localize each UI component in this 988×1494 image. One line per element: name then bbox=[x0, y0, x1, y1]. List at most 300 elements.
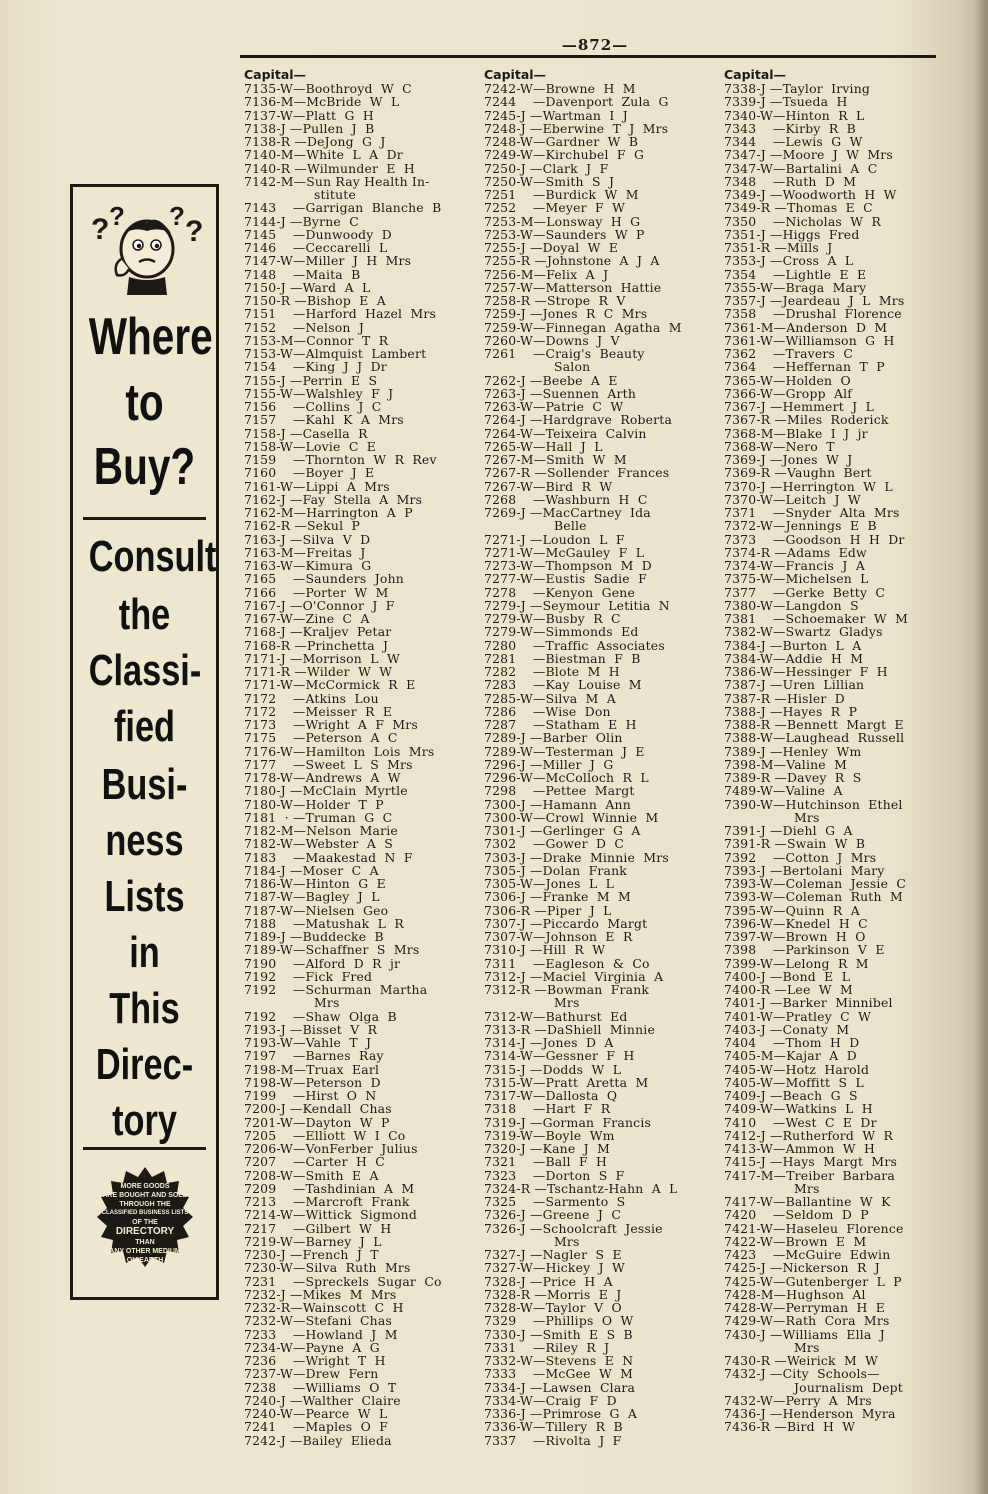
listing-entry: 7373 —Goodson H H Dr bbox=[724, 531, 905, 547]
listing-entry: 7253-M—Lonsway H G bbox=[484, 213, 641, 229]
listing-entry: 7338-J —Taylor Irving bbox=[724, 81, 871, 96]
listing-entry: 7262-J —Beebe A E bbox=[484, 372, 618, 388]
seal-text: ON EARTH bbox=[126, 1257, 164, 1264]
listing-entry: 7298 —Pettee Margt bbox=[484, 783, 635, 799]
listing-entry: 7436-J —Henderson Myra bbox=[724, 1406, 896, 1421]
listing-entry: 7180-J —McClain Myrtle bbox=[244, 783, 408, 799]
listing-entry: 7430-J —Williams Ella J bbox=[724, 1326, 885, 1342]
listing-entry: 7343 —Kirby R B bbox=[724, 120, 856, 136]
listing-entry-continuation: Belle bbox=[554, 518, 587, 534]
listing-entry: 7192 —Fick Fred bbox=[244, 968, 373, 984]
listing-entry: 7393-W—Coleman Ruth M bbox=[724, 889, 903, 905]
listing-entry: 7334-J —Lawsen Clara bbox=[484, 1379, 636, 1395]
listing-entry: 7311 —Eagleson & Co bbox=[484, 955, 650, 971]
listing-entry: 7281 —Biestman F B bbox=[484, 650, 641, 666]
listing-entry: 7384-J —Burton L A bbox=[724, 637, 862, 653]
listing-entry: 7198-M—Truax Earl bbox=[244, 1061, 380, 1077]
listing-entry: 7333 —McGee W M bbox=[484, 1366, 634, 1382]
classified-ad-box bbox=[70, 184, 219, 1300]
listing-entry: 7367-J —Hemmert J L bbox=[724, 399, 875, 414]
seal-text: DIRECTORY bbox=[115, 1226, 175, 1237]
listing-entry: 7142-M—Sun Ray Health In- bbox=[244, 173, 430, 189]
listing-entry: 7393-J —Bertolani Mary bbox=[724, 862, 885, 878]
listing-entry: 7153-W—Almquist Lambert bbox=[244, 346, 427, 361]
listing-entry: 7162-M—Harrington A P bbox=[244, 505, 413, 520]
listing-entry: 7289-J —Barber Olin bbox=[484, 730, 623, 746]
listing-entry: 7300-W—Crowl Winnie M bbox=[484, 809, 659, 825]
listing-entry: 7155-J —Perrin E S bbox=[244, 372, 378, 388]
ad-body-line: tory bbox=[112, 1096, 177, 1145]
listing-entry: 7370-J —Herrington W L bbox=[724, 478, 893, 494]
column-header: Capital— bbox=[244, 67, 307, 82]
listing-entry: 7371 —Snyder Alta Mrs bbox=[724, 505, 900, 520]
listing-entry: 7171-W—McCormick R E bbox=[244, 677, 416, 693]
listing-entry: 7219-W—Barney J L bbox=[244, 1233, 382, 1249]
listing-entry: 7319-J —Gorman Francis bbox=[484, 1114, 652, 1130]
listing-entry: 7404 —Thom H D bbox=[724, 1035, 860, 1050]
listing-entry: 7289-W—Testerman J E bbox=[484, 743, 645, 759]
listing-entry: 7162-J —Fay Stella A Mrs bbox=[244, 491, 423, 507]
listing-entry: 7242-W—Browne H M bbox=[484, 81, 636, 96]
listing-entry: 7351-J —Higgs Fred bbox=[724, 226, 860, 242]
listing-entry: 7184-J —Moser C A bbox=[244, 862, 379, 878]
listing-entry: 7192 —Schurman Martha bbox=[244, 982, 428, 997]
listing-entry-continuation: Mrs bbox=[794, 1180, 820, 1196]
listing-entry: 7154 —King J J Dr bbox=[244, 359, 387, 375]
listing-entry: 7300-J —Hamann Ann bbox=[484, 796, 631, 812]
listing-entry: 7417-M—Treiber Barbara bbox=[724, 1167, 895, 1183]
listing-entry: 7248-W—Gardner W B bbox=[484, 134, 639, 149]
listing-entry: 7428-M—Hughson Al bbox=[724, 1286, 866, 1302]
listing-entry: 7231 —Spreckels Sugar Co bbox=[244, 1273, 442, 1289]
listing-entry: 7328-W—Taylor V O bbox=[484, 1300, 622, 1315]
listing-entry: 7232-R—Wainscott C H bbox=[244, 1300, 404, 1315]
listing-entry: 7180-W—Holder T P bbox=[244, 796, 384, 812]
ad-headline-line: Buy? bbox=[93, 438, 196, 496]
listing-entry: 7334-W—Craig F D bbox=[484, 1392, 617, 1408]
listing-entry: 7436-R —Bird H W bbox=[724, 1419, 856, 1435]
listing-entry: 7283 —Kay Louise M bbox=[484, 677, 642, 693]
listing-entry-continuation: Mrs bbox=[794, 809, 820, 825]
listing-entry: 7412-J —Rutherford W R bbox=[724, 1127, 894, 1143]
listing-entry: 7387-J —Uren Lillian bbox=[724, 677, 865, 693]
ad-body-line: Consult bbox=[88, 532, 217, 581]
listing-entry: 7145 —Dunwoody D bbox=[244, 226, 392, 242]
listing-entry: 7307-W—Johnson E R bbox=[484, 929, 633, 944]
listing-entry: 7409-J —Beach G S bbox=[724, 1088, 858, 1103]
seal-text: ARE BOUGHT AND SOLD bbox=[102, 1192, 188, 1199]
listing-entry: 7251 —Burdick W M bbox=[484, 187, 639, 202]
listing-entry: 7136-M—McBride W L bbox=[244, 94, 400, 110]
listing-entry: 7271-J —Loudon L F bbox=[484, 531, 625, 547]
listing-entry: 7377 —Gerke Betty C bbox=[724, 584, 886, 600]
listing-entry: 7279-W—Simmonds Ed bbox=[484, 624, 639, 640]
listing-entry: 7361-M—Anderson D M bbox=[724, 319, 888, 335]
listing-entry: 7197 —Barnes Ray bbox=[244, 1048, 384, 1064]
listing-entry: 7358 —Drushal Florence bbox=[724, 306, 902, 322]
listing-entry: 7258-R —Strope R V bbox=[484, 293, 626, 308]
listing-entry: 7361-W—Williamson G H bbox=[724, 332, 895, 348]
listing-entry: 7401-W—Pratley C W bbox=[724, 1008, 872, 1024]
listing-entry: 7188 —Matushak L R bbox=[244, 915, 404, 931]
listing-entry: 7355-W—Braga Mary bbox=[724, 279, 867, 295]
listing-entry: 7182-M—Nelson Marie bbox=[244, 823, 398, 838]
listing-entry: 7395-W—Quinn R A bbox=[724, 902, 860, 918]
listing-entry: 7422-W—Brown E M bbox=[724, 1233, 867, 1249]
listing-entry: 7232-J —Mikes M Mrs bbox=[244, 1286, 397, 1302]
seal-text: THROUGH THE bbox=[119, 1201, 171, 1208]
svg-text:?: ? bbox=[109, 201, 125, 231]
listing-entry: 7353-J —Cross A L bbox=[724, 253, 854, 269]
listing-entry: 7265-W—Hall J L bbox=[484, 438, 603, 454]
listing-entry: 7255-J —Doyal W E bbox=[484, 240, 619, 255]
listing-entry: 7267-R —Sollender Frances bbox=[484, 465, 670, 481]
listing-entry: 7199 —Hirst O N bbox=[244, 1088, 377, 1103]
listing-entry-continuation: Mrs bbox=[794, 1339, 820, 1355]
listing-entry-continuation: stitute bbox=[314, 187, 356, 202]
ad-headline-line: Where bbox=[88, 308, 213, 366]
listing-entry: 7198-W—Peterson D bbox=[244, 1074, 381, 1090]
listing-entry: 7171-R —Wilder W W bbox=[244, 664, 393, 679]
listing-entry: 7303-J —Drake Minnie Mrs bbox=[484, 849, 669, 865]
listing-entry: 7167-W—Zine C A bbox=[244, 611, 370, 626]
listing-entry: 7421-W—Haseleu Florence bbox=[724, 1220, 904, 1236]
listing-entry: 7368-M—Blake I J jr bbox=[724, 425, 868, 441]
listing-entry: 7410 —West C E Dr bbox=[724, 1114, 877, 1130]
listing-entry: 7337 —Rivolta J F bbox=[484, 1432, 622, 1448]
listing-entry: 7364 —Heffernan T P bbox=[724, 359, 885, 375]
column-header: Capital— bbox=[724, 67, 787, 82]
ad-divider bbox=[83, 1147, 206, 1150]
listing-entry: 7147-W—Miller J H Mrs bbox=[244, 253, 412, 269]
listing-entry: 7143 —Garrigan Blanche B bbox=[244, 200, 442, 216]
listing-entry: 7326-J —Greene J C bbox=[484, 1207, 622, 1223]
listing-entry: 7137-W—Platt G H bbox=[244, 107, 374, 123]
listing-entry: 7369-J —Jones W J bbox=[724, 452, 853, 467]
puzzled-boy-icon bbox=[87, 199, 207, 295]
listing-entry: 7163-W—Kimura G bbox=[244, 558, 372, 573]
listing-entry: 7368-W—Nero T bbox=[724, 438, 835, 454]
listing-entry: 7336-J —Primrose G A bbox=[484, 1406, 638, 1421]
listing-entry: 7259-W—Finnegan Agatha M bbox=[484, 319, 682, 335]
listing-entry: 7429-W—Rath Cora Mrs bbox=[724, 1313, 890, 1329]
listing-entry: 7263-W—Patrie C W bbox=[484, 399, 624, 414]
listing-entry: 7237-W—Drew Fern bbox=[244, 1366, 379, 1382]
listing-entry: 7146 —Ceccarelli L bbox=[244, 240, 388, 255]
listing-entry: 7214-W—Wittick Sigmond bbox=[244, 1207, 417, 1223]
listing-entry: 7400-J —Bond E L bbox=[724, 968, 851, 984]
listing-entry: 7190 —Alford D R jr bbox=[244, 955, 401, 971]
listing-entry: 7158-J —Casella R bbox=[244, 425, 368, 441]
listing-entry: 7425-J —Nickerson R J bbox=[724, 1260, 880, 1276]
listing-entry: 7242-J —Bailey Elieda bbox=[244, 1432, 392, 1448]
listing-entry: 7186-W—Hinton G E bbox=[244, 876, 386, 891]
listing-entry: 7230-W—Silva Ruth Mrs bbox=[244, 1260, 411, 1276]
listing-entry: 7189-J —Buddecke B bbox=[244, 929, 384, 944]
listing-entry: 7323 —Dorton S F bbox=[484, 1167, 625, 1183]
listing-entry: 7370-W—Leitch J W bbox=[724, 491, 861, 507]
seal-text: ANY OTHER MEDIUM bbox=[109, 1248, 181, 1255]
listing-entry: 7238 —Williams O T bbox=[244, 1379, 397, 1395]
ad-body-line: Busi- bbox=[101, 760, 188, 809]
listing-entry: 7389-R —Davey R S bbox=[724, 770, 862, 785]
listing-entry: 7183 —Maakestad N F bbox=[244, 849, 413, 865]
listing-entry: 7232-W—Stefani Chas bbox=[244, 1313, 392, 1329]
listing-entry: 7354 —Lightle E E bbox=[724, 266, 867, 282]
listing-entry: 7282 —Blote M H bbox=[484, 664, 620, 679]
listing-entry: 7350 —Nicholas W R bbox=[724, 213, 881, 229]
listing-entry: 7392 —Cotton J Mrs bbox=[724, 849, 877, 865]
listing-entry: 7398 —Parkinson V E bbox=[724, 942, 885, 958]
listing-entry: 7348 —Ruth D M bbox=[724, 173, 857, 189]
listing-entry: 7318 —Hart F R bbox=[484, 1101, 611, 1117]
listing-entry: 7181 · —Truman G C bbox=[244, 809, 393, 825]
listing-entry: 7171-J —Morrison L W bbox=[244, 650, 400, 666]
listing-entry: 7153-M—Connor T R bbox=[244, 332, 389, 348]
listing-entry: 7413-W—Ammon W H bbox=[724, 1141, 875, 1156]
listing-entry: 7207 —Carter H C bbox=[244, 1154, 385, 1170]
listing-entry: 7420 —Seldom D P bbox=[724, 1207, 869, 1223]
ad-body-line: ness bbox=[105, 816, 184, 865]
listing-column bbox=[484, 68, 719, 1447]
listing-entry: 7388-W—Laughead Russell bbox=[724, 730, 905, 746]
listing-entry: 7405-W—Hotz Harold bbox=[724, 1061, 870, 1077]
listing-entry: 7380-W—Langdon S bbox=[724, 597, 859, 613]
listing-entry: 7249-W—Kirchubel F G bbox=[484, 147, 645, 163]
ad-divider bbox=[83, 517, 206, 520]
listing-entry: 7173 —Wright A F Mrs bbox=[244, 717, 418, 732]
listing-entry: 7259-J —Jones R C Mrs bbox=[484, 306, 648, 322]
listing-entry: 7256-M—Felix A J bbox=[484, 266, 609, 282]
listing-entry: 7319-W—Boyle Wm bbox=[484, 1127, 615, 1143]
listing-entry: 7432-W—Perry A Mrs bbox=[724, 1392, 872, 1408]
listing-entry: 7187-W—Nielsen Geo bbox=[244, 902, 389, 918]
listing-entry: 7328-R —Morris E J bbox=[484, 1286, 622, 1302]
listing-entry: 7156 —Collins J C bbox=[244, 399, 382, 414]
listing-entry: 7287 —Statham E H bbox=[484, 717, 637, 732]
listing-entry: 7206-W—VonFerber Julius bbox=[244, 1141, 418, 1156]
listing-entry: 7261 —Craig's Beauty bbox=[484, 346, 645, 361]
ad-body-line: Lists bbox=[104, 872, 185, 921]
listing-entry: 7248-J —Eberwine T J Mrs bbox=[484, 120, 669, 136]
listing-entry: 7150-R —Bishop E A bbox=[244, 293, 386, 308]
listing-entry: 7351-R —Mills J bbox=[724, 240, 833, 255]
listing-entry: 7166 —Porter W M bbox=[244, 584, 389, 600]
listing-entry: 7365-W—Holden O bbox=[724, 372, 851, 388]
listing-entry: 7328-J —Price H A bbox=[484, 1273, 613, 1289]
listing-entry: 7315-J —Dodds W L bbox=[484, 1061, 622, 1077]
listing-entry: 7374-W—Francis J A bbox=[724, 558, 865, 573]
listing-entry: 7241 —Maples O F bbox=[244, 1419, 389, 1435]
listing-entry: 7397-W—Brown H O bbox=[724, 929, 866, 944]
listing-entry: 7321 —Ball F H bbox=[484, 1154, 608, 1170]
ad-body-line: Classi- bbox=[88, 646, 202, 695]
listing-entry: 7306-R —Piper J L bbox=[484, 902, 612, 918]
header-rule bbox=[240, 55, 936, 58]
listing-entry: 7425-W—Gutenberger L P bbox=[724, 1273, 902, 1289]
listing-entry: 7381 —Schoemaker W M bbox=[724, 611, 908, 626]
listing-entry: 7233 —Howland J M bbox=[244, 1326, 398, 1342]
listing-entry: 7401-J —Barker Minnibel bbox=[724, 995, 893, 1011]
listing-entry: 7388-R —Bennett Margt E bbox=[724, 717, 904, 732]
listing-entry: 7267-W—Bird R W bbox=[484, 478, 613, 494]
listing-entry: 7336-W—Tillery R B bbox=[484, 1419, 623, 1435]
listing-entry: 7148 —Maita B bbox=[244, 266, 361, 282]
listing-entry: 7279-W—Busby R C bbox=[484, 611, 621, 626]
listing-entry: 7415-J —Hays Margt Mrs bbox=[724, 1154, 897, 1170]
listing-entry-continuation: Mrs bbox=[314, 995, 340, 1011]
listing-entry: 7324-R —Tschantz-Hahn A L bbox=[484, 1180, 678, 1196]
listing-column bbox=[724, 68, 959, 1434]
listing-entry: 7168-J —Kraljev Petar bbox=[244, 624, 392, 640]
listing-entry: 7168-R —Princhetta J bbox=[244, 637, 389, 653]
listing-entry: 7255-R —Johnstone A J A bbox=[484, 253, 660, 269]
ad-body-line: fied bbox=[113, 702, 176, 751]
listing-entry: 7296-J —Miller J G bbox=[484, 756, 614, 772]
listing-entry: 7314-W—Gessner F H bbox=[484, 1048, 635, 1064]
listing-entry: 7268 —Washburn H C bbox=[484, 491, 648, 507]
listing-entry: 7193-W—Vahle T J bbox=[244, 1035, 372, 1050]
listing-entry: 7362 —Travers C bbox=[724, 346, 854, 361]
listing-entry: 7393-W—Coleman Jessie C bbox=[724, 876, 907, 891]
listing-entry: 7135-W—Boothroyd W C bbox=[244, 81, 412, 96]
listing-entry: 7375-W—Michelsen L bbox=[724, 571, 869, 587]
listing-entry: 7157 —Kahl K A Mrs bbox=[244, 412, 404, 428]
listing-entry: 7193-J —Bisset V R bbox=[244, 1021, 378, 1037]
listing-entry: 7382-W—Swartz Gladys bbox=[724, 624, 883, 640]
listing-entry: 7163-M—Freitas J bbox=[244, 544, 366, 560]
listing-entry: 7208-W—Smith E A bbox=[244, 1167, 379, 1183]
listing-entry: 7240-W—Pearce W L bbox=[244, 1406, 388, 1421]
listing-entry: 7372-W—Jennings E B bbox=[724, 518, 877, 534]
listing-entry: 7264-J —Hardgrave Roberta bbox=[484, 412, 673, 428]
listing-entry: 7347-W—Bartalini A C bbox=[724, 160, 878, 176]
listing-entry: 7250-J —Clark J F bbox=[484, 160, 609, 176]
listing-entry: 7384-W—Addie H M bbox=[724, 650, 864, 666]
listing-entry: 7159 —Thornton W R Rev bbox=[244, 452, 437, 467]
listing-entry: 7306-J —Franke M M bbox=[484, 889, 631, 905]
listing-entry: 7310-J —Hill R W bbox=[484, 942, 606, 958]
listing-entry: 7244 —Davenport Zula G bbox=[484, 94, 669, 110]
listing-entry: 7165 —Saunders John bbox=[244, 571, 404, 587]
listing-entry: 7432-J —City Schools— bbox=[724, 1366, 880, 1382]
listing-entry: 7167-J —O'Connor J F bbox=[244, 597, 395, 613]
listing-entry-continuation: Mrs bbox=[554, 1233, 580, 1249]
listing-entry: 7315-W—Pratt Aretta M bbox=[484, 1074, 649, 1090]
listing-entry: 7349-R —Thomas E C bbox=[724, 200, 873, 216]
listing-entry: 7267-M—Smith W M bbox=[484, 452, 627, 467]
listing-entry: 7489-W—Valine A bbox=[724, 783, 843, 799]
listing-entry: 7155-W—Walshley F J bbox=[244, 385, 394, 401]
listing-entry: 7151 —Harford Hazel Mrs bbox=[244, 306, 437, 322]
listing-entry: 7326-J —Schoolcraft Jessie bbox=[484, 1220, 663, 1236]
listing-entry: 7273-W—Thompson M D bbox=[484, 558, 652, 573]
listing-entry: 7405-W—Moffitt S L bbox=[724, 1074, 864, 1090]
listing-entry: 7162-R —Sekul P bbox=[244, 518, 361, 534]
listing-entry: 7389-J —Henley Wm bbox=[724, 743, 862, 759]
listing-entry: 7396-W—Knedel H C bbox=[724, 915, 868, 931]
listing-entry: 7390-W—Hutchinson Ethel bbox=[724, 796, 903, 812]
listing-entry: 7160 —Boyer J E bbox=[244, 465, 375, 481]
listing-entry: 7138-R —DeJong G J bbox=[244, 134, 386, 149]
listing-entry: 7257-W—Matterson Hattie bbox=[484, 279, 662, 295]
listing-entry: 7327-J —Nagler S E bbox=[484, 1247, 622, 1262]
listing-entry: 7332-W—Stevens E N bbox=[484, 1353, 634, 1368]
listing-entry: 7252 —Meyer F W bbox=[484, 200, 626, 216]
listing-entry: 7187-W—Bagley J L bbox=[244, 889, 380, 905]
ad-body-line: This bbox=[109, 984, 180, 1033]
listing-entry: 7331 —Riley R J bbox=[484, 1339, 610, 1355]
listing-entry: 7263-J —Suennen Arth bbox=[484, 385, 636, 401]
listing-column bbox=[244, 68, 479, 1447]
listing-entry: 7269-J —MacCartney Ida bbox=[484, 505, 651, 520]
listing-entry: 7140-M—White L A Dr bbox=[244, 147, 403, 163]
listing-entry: 7320-J —Kane J M bbox=[484, 1141, 610, 1156]
listing-entry: 7312-W—Bathurst Ed bbox=[484, 1008, 628, 1024]
listing-entry: 7144-J —Byrne C bbox=[244, 213, 359, 229]
ad-headline-line: to bbox=[125, 374, 164, 432]
svg-text:?: ? bbox=[185, 215, 204, 248]
listing-entry: 7423 —McGuire Edwin bbox=[724, 1247, 891, 1262]
listing-entry: 7182-W—Webster A S bbox=[244, 836, 393, 852]
listing-entry: 7430-R —Weirick M W bbox=[724, 1353, 879, 1368]
svg-text:?: ? bbox=[91, 213, 110, 246]
listing-entry: 7428-W—Perryman H E bbox=[724, 1300, 886, 1315]
listing-entry: 7205 —Elliott W I Co bbox=[244, 1127, 406, 1143]
listing-entry: 7192 —Shaw Olga B bbox=[244, 1008, 397, 1024]
listing-entry: 7327-W—Hickey J W bbox=[484, 1260, 625, 1276]
listing-entry: 7209 —Tashdinian A M bbox=[244, 1180, 415, 1196]
listing-entry: 7280 —Traffic Associates bbox=[484, 637, 665, 653]
listing-entry: 7150-J —Ward A L bbox=[244, 279, 371, 295]
page-number: —872— bbox=[561, 36, 629, 54]
listing-entry: 7296-W—McColloch R L bbox=[484, 770, 649, 785]
listing-entry: 7386-W—Hessinger F H bbox=[724, 664, 888, 679]
listing-entry: 7403-J —Conaty M bbox=[724, 1021, 850, 1037]
listing-entry: 7172 —Atkins Lou bbox=[244, 690, 379, 706]
listing-entry: 7398-M—Valine M bbox=[724, 756, 847, 772]
listing-entry: 7307-J —Piccardo Margt bbox=[484, 915, 648, 931]
listing-entry: 7305-W—Jones L L bbox=[484, 876, 615, 891]
listing-entry: 7152 —Nelson J bbox=[244, 319, 365, 335]
listing-entry: 7163-J —Silva V D bbox=[244, 531, 371, 547]
listing-entry: 7158-W—Lovie C E bbox=[244, 438, 377, 454]
listing-entry: 7236 —Wright T H bbox=[244, 1353, 386, 1368]
listing-entry: 7176-W—Hamilton Lois Mrs bbox=[244, 743, 435, 759]
listing-entry: 7271-W—McGauley F L bbox=[484, 544, 645, 560]
listing-entry-continuation: Journalism Dept bbox=[794, 1379, 903, 1395]
listing-entry: 7250-W—Smith S J bbox=[484, 173, 615, 189]
listing-entry: 7161-W—Lippi A Mrs bbox=[244, 478, 390, 494]
listing-entry: 7301-J —Gerlinger G A bbox=[484, 823, 641, 838]
listing-entry: 7277-W—Eustis Sadie F bbox=[484, 571, 647, 587]
listing-entry: 7260-W—Downs J V bbox=[484, 332, 620, 348]
listing-entry: 7213 —Marcroft Frank bbox=[244, 1194, 410, 1209]
seal-text: CLASSIFIED BUSINESS LISTS bbox=[101, 1210, 189, 1216]
ad-body-line: Direc- bbox=[95, 1040, 194, 1089]
listing-entry: 7230-J —French J T bbox=[244, 1247, 379, 1262]
listing-entry: 7325 —Sarmento S bbox=[484, 1194, 626, 1209]
listing-entry: 7178-W—Andrews A W bbox=[244, 770, 401, 785]
listing-entry: 7305-J —Dolan Frank bbox=[484, 862, 628, 878]
listing-entry: 7329 —Phillips O W bbox=[484, 1313, 634, 1329]
listing-entry: 7405-M—Kajar A D bbox=[724, 1048, 857, 1064]
listing-entry: 7175 —Peterson A C bbox=[244, 730, 398, 746]
listing-entry: 7409-W—Watkins L H bbox=[724, 1101, 873, 1117]
listing-entry: 7387-R —Hisler D bbox=[724, 690, 845, 706]
listing-entry: 7138-J —Pullen J B bbox=[244, 120, 375, 136]
svg-text:?: ? bbox=[169, 201, 185, 231]
